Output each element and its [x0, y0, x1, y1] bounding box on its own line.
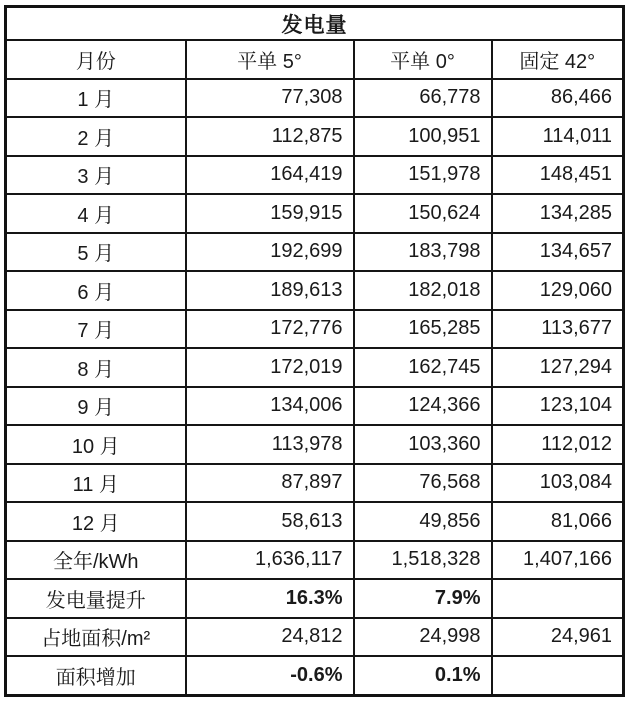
cell-value: 100,951	[354, 117, 492, 156]
cell-value: 77,308	[186, 79, 354, 118]
cell-value: 113,677	[492, 310, 624, 349]
table-row-month-9	[6, 387, 624, 426]
cell-value: 129,060	[492, 271, 624, 310]
cell-value: 16.3%	[186, 579, 354, 618]
row-label-land-area: 占地面积/m²	[6, 618, 186, 657]
row-label-annual-kwh: 全年/kWh	[6, 541, 186, 580]
generation-table	[4, 5, 625, 697]
row-label: 4 月	[6, 194, 186, 233]
cell-value: 150,624	[354, 194, 492, 233]
cell-value: 24,998	[354, 618, 492, 657]
table-row-month-4	[6, 194, 624, 233]
cell-value: 183,798	[354, 233, 492, 272]
cell-value: 134,285	[492, 194, 624, 233]
cell-value: 134,657	[492, 233, 624, 272]
cell-value: 159,915	[186, 194, 354, 233]
table-row-area-increase	[6, 656, 624, 695]
cell-value: 24,961	[492, 618, 624, 657]
table-row-annual-total	[6, 541, 624, 580]
table-row-month-5	[6, 233, 624, 272]
cell-value: 192,699	[186, 233, 354, 272]
cell-value: 58,613	[186, 502, 354, 541]
cell-value: 87,897	[186, 464, 354, 503]
cell-value: 124,366	[354, 387, 492, 426]
cell-value: 1,518,328	[354, 541, 492, 580]
cell-value	[492, 579, 624, 618]
cell-value: 148,451	[492, 156, 624, 195]
row-label: 11 月	[6, 464, 186, 503]
table-row-month-8	[6, 348, 624, 387]
cell-value: 123,104	[492, 387, 624, 426]
cell-value: 103,360	[354, 425, 492, 464]
row-label: 8 月	[6, 348, 186, 387]
cell-value: 112,012	[492, 425, 624, 464]
cell-value: 86,466	[492, 79, 624, 118]
table-row-land-area	[6, 618, 624, 657]
cell-value	[492, 656, 624, 695]
column-header-flat-single-5deg: 平单 5°	[186, 40, 354, 79]
cell-value: 0.1%	[354, 656, 492, 695]
table-row-month-10	[6, 425, 624, 464]
cell-value: 103,084	[492, 464, 624, 503]
cell-value: 1,636,117	[186, 541, 354, 580]
cell-value: 189,613	[186, 271, 354, 310]
row-label-area-increase: 面积增加	[6, 656, 186, 695]
table-row-month-7	[6, 310, 624, 349]
table-row-month-2	[6, 117, 624, 156]
row-label: 5 月	[6, 233, 186, 272]
table-row-month-11	[6, 464, 624, 503]
cell-value: 76,568	[354, 464, 492, 503]
generation-table-container	[4, 5, 625, 697]
table-row-month-1	[6, 79, 624, 118]
table-row-month-3	[6, 156, 624, 195]
row-label: 3 月	[6, 156, 186, 195]
cell-value: 127,294	[492, 348, 624, 387]
cell-value: 113,978	[186, 425, 354, 464]
cell-value: 24,812	[186, 618, 354, 657]
cell-value: -0.6%	[186, 656, 354, 695]
table-row-month-6	[6, 271, 624, 310]
column-header-flat-single-0deg: 平单 0°	[354, 40, 492, 79]
cell-value: 66,778	[354, 79, 492, 118]
row-label: 2 月	[6, 117, 186, 156]
table-row-month-12	[6, 502, 624, 541]
cell-value: 164,419	[186, 156, 354, 195]
cell-value: 172,776	[186, 310, 354, 349]
cell-value: 165,285	[354, 310, 492, 349]
cell-value: 112,875	[186, 117, 354, 156]
cell-value: 151,978	[354, 156, 492, 195]
table-row-generation-gain	[6, 579, 624, 618]
column-header-month: 月份	[6, 40, 186, 79]
row-label-generation-gain: 发电量提升	[6, 579, 186, 618]
cell-value: 114,011	[492, 117, 624, 156]
column-header-fixed-42deg: 固定 42°	[492, 40, 624, 79]
cell-value: 172,019	[186, 348, 354, 387]
row-label: 6 月	[6, 271, 186, 310]
cell-value: 7.9%	[354, 579, 492, 618]
row-label: 9 月	[6, 387, 186, 426]
table-header-row	[6, 40, 624, 79]
cell-value: 1,407,166	[492, 541, 624, 580]
row-label: 7 月	[6, 310, 186, 349]
row-label: 12 月	[6, 502, 186, 541]
cell-value: 162,745	[354, 348, 492, 387]
table-title-row	[6, 7, 624, 41]
row-label: 1 月	[6, 79, 186, 118]
cell-value: 182,018	[354, 271, 492, 310]
row-label: 10 月	[6, 425, 186, 464]
cell-value: 134,006	[186, 387, 354, 426]
table-title: 发电量	[6, 7, 624, 41]
cell-value: 49,856	[354, 502, 492, 541]
cell-value: 81,066	[492, 502, 624, 541]
